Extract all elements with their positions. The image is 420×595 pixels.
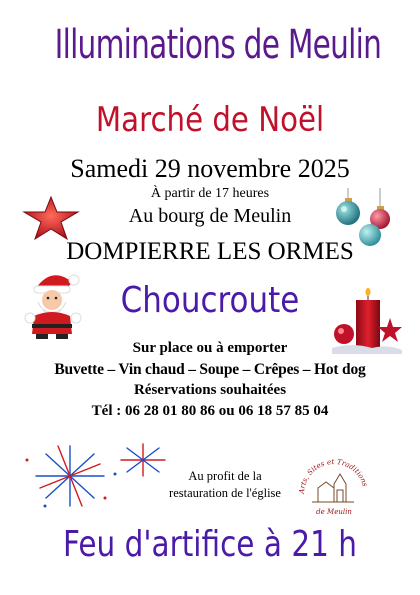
event-town: DOMPIERRE LES ORMES xyxy=(66,238,354,265)
service-info: Sur place ou à emporter xyxy=(132,340,288,356)
poster-title: Illuminations de Meulin xyxy=(54,22,382,68)
santa-icon xyxy=(22,268,84,340)
profit-line-1: Au profit de la xyxy=(188,469,262,483)
ornaments-icon xyxy=(330,188,398,250)
svg-text:Arts, Sites et Traditions xyxy=(297,457,370,495)
menu-list: Buvette – Vin chaud – Soupe – Crêpes – Hot dog xyxy=(54,361,366,378)
reservations-note: Réservations souhaitées xyxy=(133,382,287,398)
featured-dish: Choucroute xyxy=(120,280,300,321)
association-logo xyxy=(296,450,372,520)
candle-icon xyxy=(332,288,402,354)
event-place: Au bourg de Meulin xyxy=(128,205,292,227)
fireworks-icon xyxy=(15,440,175,518)
profit-line-2: restauration de l'église xyxy=(169,486,281,500)
event-time: À partir de 17 heures xyxy=(150,186,270,201)
star-icon xyxy=(22,195,80,241)
event-date: Samedi 29 novembre 2025 xyxy=(70,154,350,183)
fireworks-announcement: Feu d'artifice à 21 h xyxy=(63,524,357,565)
phone-numbers: Tél : 06 28 01 80 86 ou 06 18 57 85 04 xyxy=(91,403,329,419)
poster-subtitle: Marché de Noël xyxy=(95,100,325,140)
logo-bottom-text: de Meulin xyxy=(316,508,352,516)
logo-arc-text: Arts, Sites et Traditions xyxy=(296,456,370,495)
